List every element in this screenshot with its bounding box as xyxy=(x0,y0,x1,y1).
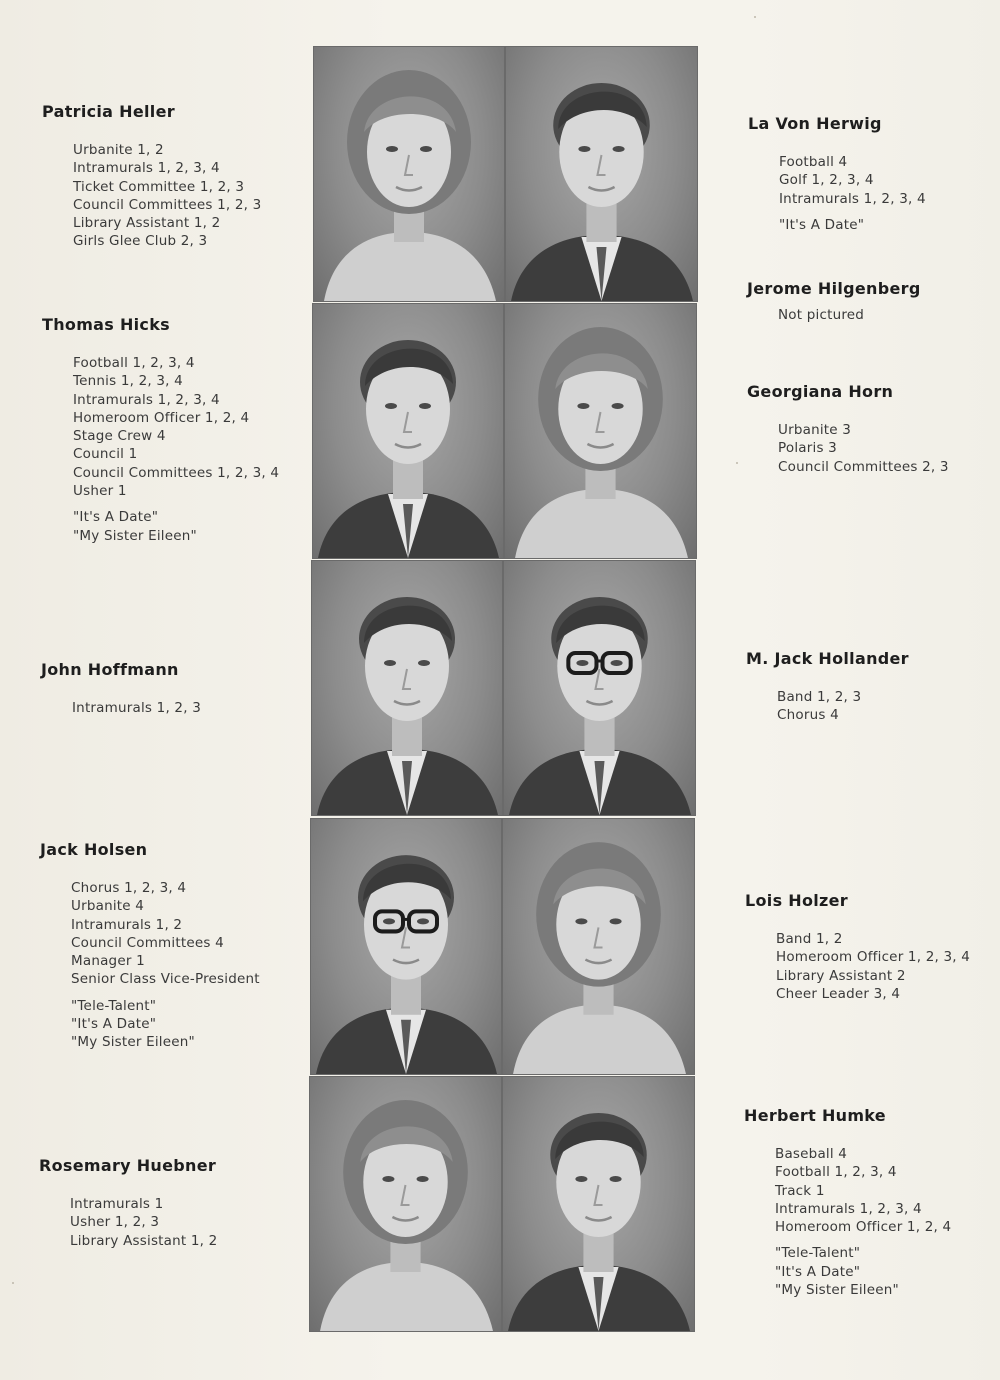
activity-line: Library Assistant 2 xyxy=(776,967,906,984)
entry-rosemary-huebner xyxy=(39,1156,217,1250)
portrait-photo xyxy=(313,46,505,302)
activity-line: Council Committees 2, 3 xyxy=(778,458,949,475)
student-name: Georgiana Horn xyxy=(747,382,894,401)
portrait-silhouette xyxy=(503,819,694,1074)
activity-line: Stage Crew 4 xyxy=(73,428,166,445)
spacer xyxy=(73,500,279,508)
activity-list xyxy=(73,141,261,251)
student-name: M. Jack Hollander xyxy=(746,649,909,668)
entry-georgiana-horn xyxy=(747,382,949,476)
play-line: "Tele-Talent" xyxy=(775,1245,861,1262)
student-name: Herbert Humke xyxy=(744,1106,886,1125)
portrait-silhouette xyxy=(314,47,504,301)
activity-line: Not pictured xyxy=(778,307,865,323)
paper-speck xyxy=(736,462,738,464)
portrait-silhouette xyxy=(313,304,503,558)
entry-m-jack-hollander xyxy=(746,649,909,725)
activity-line: Intramurals 1, 2, 3, 4 xyxy=(73,391,220,408)
entry-patricia-heller xyxy=(42,102,261,251)
activity-line: Urbanite 1, 2 xyxy=(73,142,164,158)
play-line: "My Sister Eileen" xyxy=(71,1034,195,1051)
play-line: "It's A Date" xyxy=(73,509,159,526)
portrait-silhouette xyxy=(310,1077,501,1331)
activity-list xyxy=(775,1145,951,1299)
activity-line: Baseball 4 xyxy=(775,1146,848,1162)
activity-list xyxy=(778,421,949,476)
portrait-photo xyxy=(311,560,503,816)
activity-line: Council Committees 1, 2, 3, 4 xyxy=(73,464,280,481)
portrait-photo xyxy=(310,818,502,1075)
entry-jerome-hilgenberg xyxy=(747,279,921,324)
play-line: "It's A Date" xyxy=(779,216,865,233)
student-name: John Hoffmann xyxy=(41,660,179,679)
activity-line: Polaris 3 xyxy=(778,440,837,457)
activity-line: Intramurals 1, 2 xyxy=(71,916,183,933)
play-line: "My Sister Eileen" xyxy=(73,527,197,544)
activity-list xyxy=(71,879,260,1052)
activity-line: Band 1, 2 xyxy=(776,931,843,947)
student-name: Thomas Hicks xyxy=(42,315,170,334)
portrait-silhouette xyxy=(503,1077,694,1331)
spacer xyxy=(779,208,926,216)
activity-line: Council Committees 4 xyxy=(71,934,224,951)
entry-lois-holzer xyxy=(745,891,970,1003)
entry-thomas-hicks xyxy=(42,315,279,545)
activity-line: Football 1, 2, 3, 4 xyxy=(775,1164,897,1181)
activity-line: Football 1, 2, 3, 4 xyxy=(73,355,195,371)
activity-line: Library Assistant 1, 2 xyxy=(73,215,221,232)
activity-list xyxy=(777,688,909,725)
portrait-photo xyxy=(502,818,695,1075)
activity-line: Intramurals 1, 2, 3, 4 xyxy=(73,160,220,177)
student-name: Lois Holzer xyxy=(745,891,848,910)
activity-list xyxy=(70,1195,217,1250)
activity-list xyxy=(778,306,921,324)
student-name: La Von Herwig xyxy=(748,114,882,133)
activity-list xyxy=(776,930,970,1003)
activity-line: Homeroom Officer 1, 2, 3, 4 xyxy=(776,949,971,966)
activity-line: Track 1 xyxy=(775,1182,825,1199)
activity-line: Homeroom Officer 1, 2, 4 xyxy=(73,409,250,426)
portrait-silhouette xyxy=(506,47,697,301)
activity-line: Girls Glee Club 2, 3 xyxy=(73,233,208,250)
activity-line: Council 1 xyxy=(73,446,138,463)
portrait-silhouette xyxy=(311,819,501,1074)
paper-speck xyxy=(754,16,756,18)
activity-line: Football 4 xyxy=(779,154,848,170)
portrait-photo xyxy=(503,560,696,816)
activity-line: Tennis 1, 2, 3, 4 xyxy=(73,373,183,390)
activity-line: Ticket Committee 1, 2, 3 xyxy=(73,178,245,195)
portrait-silhouette xyxy=(312,561,502,815)
activity-line: Council Committees 1, 2, 3 xyxy=(73,196,262,213)
portrait-photo xyxy=(502,1076,695,1332)
activity-line: Intramurals 1, 2, 3, 4 xyxy=(775,1200,922,1217)
activity-line: Intramurals 1 xyxy=(70,1196,164,1212)
activity-line: Library Assistant 1, 2 xyxy=(70,1232,218,1249)
play-line: "It's A Date" xyxy=(775,1263,861,1280)
play-line: "My Sister Eileen" xyxy=(775,1282,899,1299)
activity-line: Urbanite 4 xyxy=(71,898,145,915)
portrait-photo xyxy=(312,303,504,559)
entry-john-hoffmann xyxy=(41,660,201,717)
student-name: Jerome Hilgenberg xyxy=(747,279,921,298)
activity-line: Chorus 4 xyxy=(777,707,839,724)
portrait-silhouette xyxy=(505,304,696,558)
spacer xyxy=(775,1236,951,1244)
student-name: Jack Holsen xyxy=(40,840,148,859)
entry-jack-holsen xyxy=(40,840,260,1052)
portrait-photo xyxy=(505,46,698,302)
activity-line: Band 1, 2, 3 xyxy=(777,689,862,705)
spacer xyxy=(71,989,260,997)
activity-line: Chorus 1, 2, 3, 4 xyxy=(71,880,187,896)
entry-la-von-herwig xyxy=(748,114,926,234)
student-name: Patricia Heller xyxy=(42,102,175,121)
student-name: Rosemary Huebner xyxy=(39,1156,217,1175)
activity-line: Intramurals 1, 2, 3 xyxy=(72,700,201,716)
activity-list xyxy=(779,153,926,234)
activity-line: Usher 1, 2, 3 xyxy=(70,1214,160,1231)
paper-speck xyxy=(12,1282,14,1284)
activity-line: Urbanite 3 xyxy=(778,422,852,438)
activity-line: Senior Class Vice-President xyxy=(71,971,260,988)
activity-line: Homeroom Officer 1, 2, 4 xyxy=(775,1219,952,1236)
activity-list xyxy=(73,354,279,545)
entry-herbert-humke xyxy=(744,1106,951,1299)
activity-line: Usher 1 xyxy=(73,483,127,500)
activity-list xyxy=(72,699,201,717)
portrait-silhouette xyxy=(504,561,695,815)
activity-line: Cheer Leader 3, 4 xyxy=(776,985,901,1002)
portrait-photo xyxy=(504,303,697,559)
play-line: "It's A Date" xyxy=(71,1016,157,1033)
portrait-photo xyxy=(309,1076,502,1332)
activity-line: Golf 1, 2, 3, 4 xyxy=(779,172,874,189)
activity-line: Manager 1 xyxy=(71,953,145,970)
play-line: "Tele-Talent" xyxy=(71,997,157,1014)
activity-line: Intramurals 1, 2, 3, 4 xyxy=(779,190,926,207)
